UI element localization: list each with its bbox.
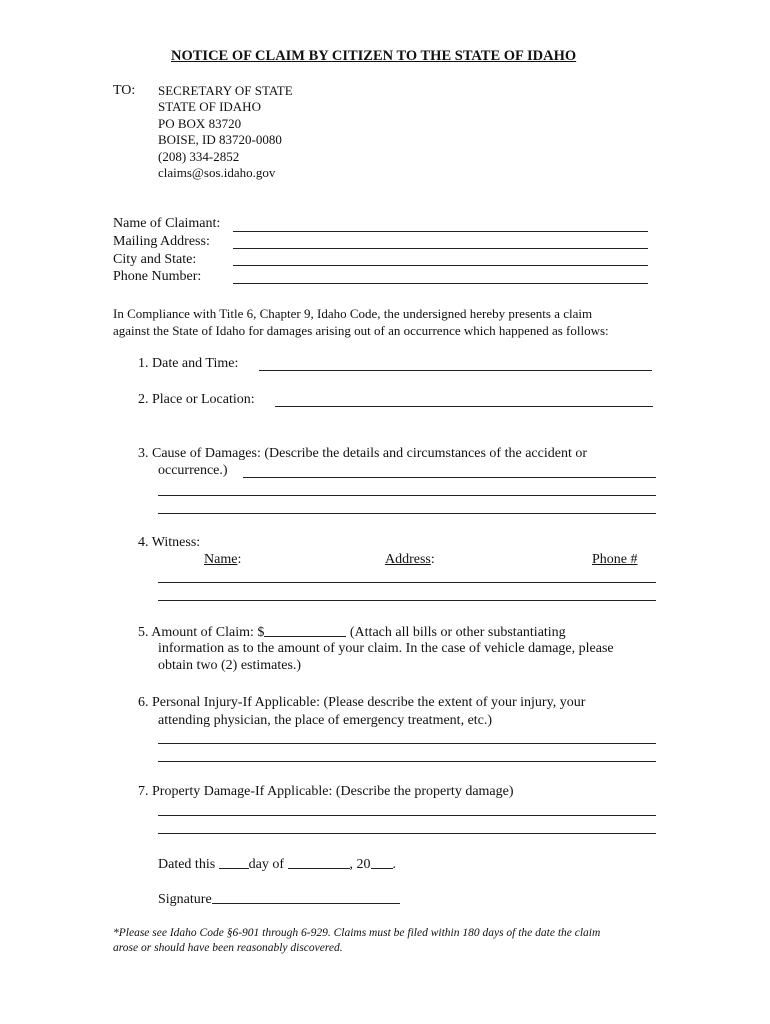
- place-label: 2. Place or Location:: [138, 392, 255, 407]
- dated-end: .: [392, 857, 397, 872]
- amount-prefix: 5. Amount of Claim: $: [138, 625, 265, 640]
- dated-year-text: , 20: [349, 857, 371, 872]
- address-line: STATE OF IDAHO: [158, 99, 261, 115]
- dated-month-field[interactable]: [288, 856, 350, 869]
- place-field[interactable]: [275, 406, 653, 407]
- signature-field[interactable]: [212, 891, 400, 904]
- witness-field-line[interactable]: [158, 582, 656, 583]
- claimant-name-label: Name of Claimant:: [113, 216, 221, 231]
- amount-field[interactable]: [264, 624, 346, 637]
- cause-field-line[interactable]: [243, 477, 656, 478]
- dated-line: [158, 856, 396, 873]
- witness-address-text: Address: [385, 552, 431, 567]
- address-line: PO BOX 83720: [158, 115, 242, 131]
- city-state-label: City and State:: [113, 252, 197, 267]
- signature-label: Signature: [158, 892, 212, 907]
- page-title: NOTICE OF CLAIM BY CITIZEN TO THE STATE OF IDAHO: [171, 48, 577, 64]
- property-field-line[interactable]: [158, 815, 656, 816]
- compliance-paragraph: [113, 305, 609, 339]
- amount-label: [138, 624, 566, 641]
- amount-suffix: (Attach all bills or other substantiating: [346, 625, 566, 640]
- amount-text-line: obtain two (2) estimates.): [158, 658, 302, 673]
- address-line: SECRETARY OF STATE: [158, 83, 293, 98]
- dated-day-text: day of: [248, 857, 288, 872]
- date-time-field[interactable]: [259, 370, 652, 371]
- property-field-line[interactable]: [158, 833, 656, 834]
- signature-line: [158, 891, 400, 908]
- compliance-line: In Compliance with Title 6, Chapter 9, Idaho Code, the undersigned hereby presents a claim: [113, 306, 593, 321]
- date-time-label: 1. Date and Time:: [138, 356, 239, 371]
- injury-label: 6. Personal Injury-If Applicable: (Please describe the extent of your injury, your: [138, 695, 586, 710]
- witness-label: 4. Witness:: [138, 535, 201, 550]
- cause-label-cont: occurrence.): [158, 463, 228, 478]
- mailing-address-label: Mailing Address:: [113, 234, 210, 249]
- footnote-line: *Please see Idaho Code §6-901 through 6-929. Claims must be filed within 180 days of the date the claim: [113, 927, 601, 939]
- mailing-address-field[interactable]: [233, 248, 648, 249]
- footnote-line: arose or should have been reasonably discovered.: [113, 942, 343, 954]
- city-state-field[interactable]: [233, 265, 648, 266]
- injury-field-line[interactable]: [158, 761, 656, 762]
- dated-prefix: Dated this: [158, 857, 219, 872]
- to-label: TO:: [113, 83, 136, 98]
- cause-field-line[interactable]: [158, 513, 656, 514]
- amount-text-line: information as to the amount of your claim. In the case of vehicle damage, please: [158, 641, 614, 656]
- address-line: BOISE, ID 83720-0080: [158, 132, 282, 148]
- dated-year-field[interactable]: [371, 856, 393, 869]
- cause-label: 3. Cause of Damages: (Describe the details and circumstances of the accident or: [138, 446, 587, 461]
- addressee-block: [158, 83, 293, 181]
- compliance-line: against the State of Idaho for damages arising out of an occurrence which happened as follows:: [113, 323, 609, 338]
- witness-field-line[interactable]: [158, 600, 656, 601]
- address-line: (208) 334-2852: [158, 148, 240, 164]
- claimant-name-field[interactable]: [233, 231, 648, 232]
- witness-name-heading: Name:: [204, 552, 242, 567]
- phone-number-label: Phone Number:: [113, 269, 202, 284]
- injury-field-line[interactable]: [158, 743, 656, 744]
- witness-phone-heading: Phone #: [592, 552, 638, 567]
- phone-number-field[interactable]: [233, 283, 648, 284]
- witness-name-text: Name: [204, 552, 238, 567]
- cause-field-line[interactable]: [158, 495, 656, 496]
- property-label: 7. Property Damage-If Applicable: (Describe the property damage): [138, 784, 514, 799]
- dated-day-field[interactable]: [219, 856, 249, 869]
- witness-address-heading: Address:: [385, 552, 435, 567]
- injury-label-cont: attending physician, the place of emergency treatment, etc.): [158, 713, 493, 728]
- footnote: [113, 926, 600, 956]
- address-email: claims@sos.idaho.gov: [158, 165, 276, 181]
